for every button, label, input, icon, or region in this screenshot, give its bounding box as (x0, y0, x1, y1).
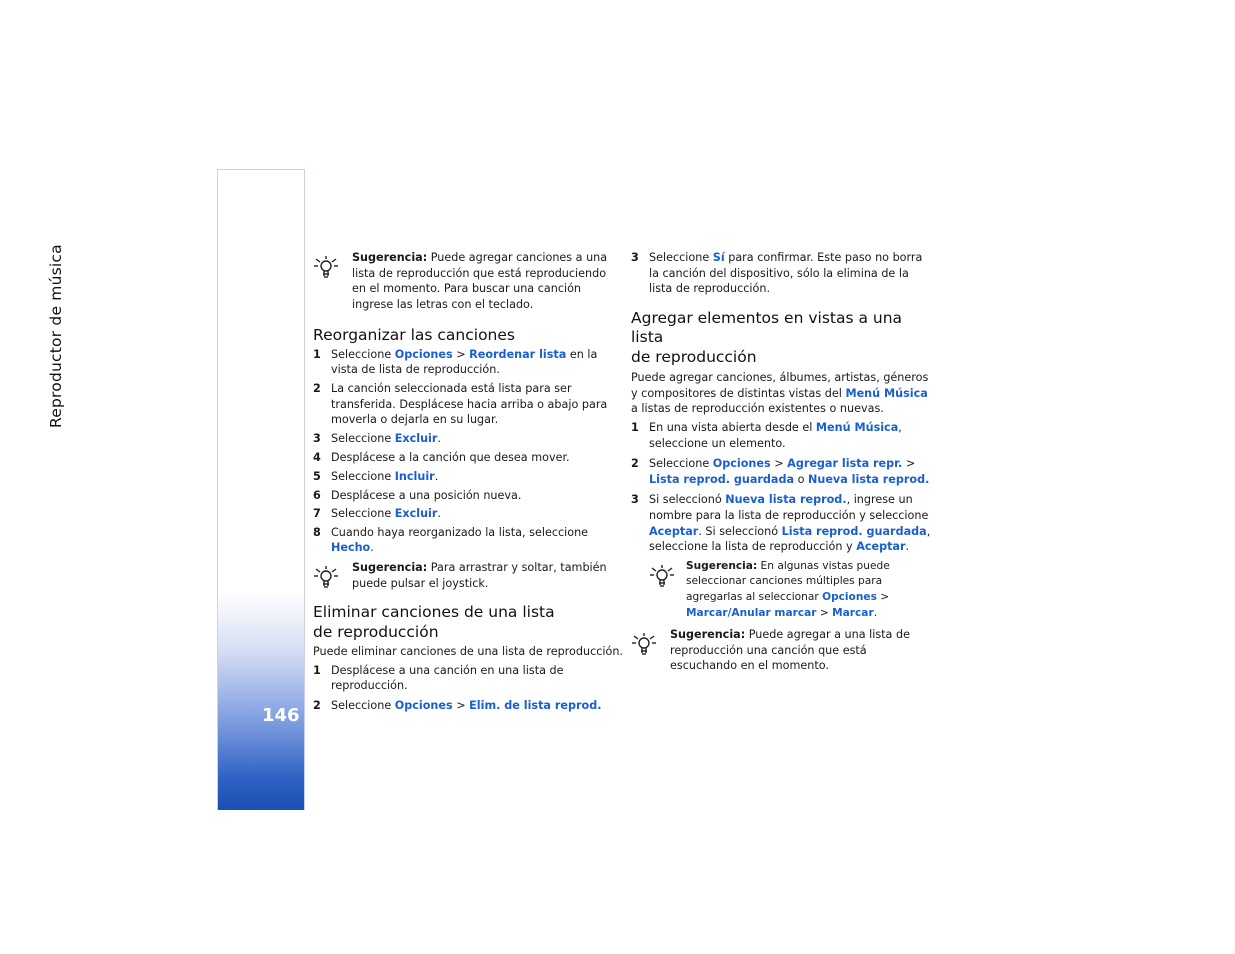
step-item (631, 250, 931, 297)
step-number: 1 (313, 347, 321, 361)
tip-text: En algunas vistas puede seleccionar canciones múltiples para agregarlas al seleccionar (686, 559, 890, 603)
menu-link-menu-musica[interactable]: Menú Música (845, 386, 928, 400)
heading-line: de reproducción (313, 622, 439, 641)
lightbulb-icon (649, 564, 675, 588)
intro-text: a listas de reproducción existentes o nuevas. (631, 402, 884, 416)
page-number: 146 (262, 705, 300, 726)
step-item (313, 381, 623, 428)
menu-link-aceptar[interactable]: Aceptar (649, 524, 699, 538)
menu-link-si[interactable]: Sí (712, 251, 725, 264)
heading-line: de reproducción (631, 347, 757, 366)
step-text: . (370, 541, 374, 555)
menu-link-reordenar[interactable]: Reordenar lista (469, 347, 567, 361)
step-text: Si seleccionó (649, 493, 726, 507)
tip-block (649, 559, 931, 621)
menu-link-aceptar[interactable]: Aceptar (856, 540, 906, 554)
step-number: 6 (313, 488, 321, 502)
separator: > (816, 606, 833, 619)
step-number: 3 (631, 251, 639, 264)
step-text: Desplácese a la canción que desea mover. (331, 451, 570, 465)
step-text: . (437, 431, 441, 445)
step-item (631, 492, 931, 554)
step-number: 3 (313, 431, 321, 445)
tip-label: Sugerencia: (686, 559, 758, 572)
tip-block (313, 250, 623, 312)
step-text: Seleccione (331, 698, 395, 712)
lightbulb-icon (313, 565, 339, 589)
step-item (313, 450, 623, 466)
section-heading (631, 309, 931, 368)
step-text: . Si seleccionó (698, 524, 782, 538)
step-item (631, 420, 931, 451)
step-number: 3 (631, 493, 639, 507)
menu-link-lista-guardada[interactable]: Lista reprod. guardada (781, 524, 927, 538)
menu-link-agregar-lista[interactable]: Agregar lista repr. (787, 457, 903, 471)
step-number: 2 (313, 698, 321, 712)
menu-link-menu-musica[interactable]: Menú Música (815, 421, 899, 435)
step-text: En una vista abierta desde el (649, 421, 816, 435)
tip-text: . (873, 606, 878, 619)
lightbulb-icon (313, 255, 339, 279)
tip-block (313, 560, 623, 591)
menu-link-excluir[interactable]: Excluir (394, 507, 438, 521)
step-number: 8 (313, 525, 321, 539)
step-number: 4 (313, 451, 321, 465)
step-item (313, 698, 623, 714)
step-item (313, 506, 623, 522)
menu-link-marcar[interactable]: Marcar (832, 606, 874, 619)
chapter-title: Reproductor de música (47, 244, 65, 428)
step-number: 2 (313, 382, 321, 396)
step-text: , seleccione la lista de reproducción y (649, 524, 931, 554)
step-text: La canción seleccionada está lista para ser transferida. Desplácese hacia arriba o abajo para moverla o dejarla en su lugar. (331, 382, 608, 427)
section-intro: Puede eliminar canciones de una lista de reproducción. (313, 645, 623, 659)
column-right (631, 250, 931, 674)
section-heading (313, 603, 623, 642)
step-number: 1 (313, 663, 321, 677)
step-text: Seleccione (331, 507, 395, 521)
separator: > (452, 347, 470, 361)
step-text: , seleccione un elemento. (649, 421, 902, 450)
step-text: , ingrese un nombre para la lista de reproducción y seleccione (649, 493, 929, 523)
step-number: 7 (313, 507, 321, 521)
menu-link-marcar-anular[interactable]: Marcar/Anular marcar (686, 606, 817, 619)
separator: > (902, 457, 916, 471)
step-item (313, 431, 623, 447)
step-item (313, 347, 623, 378)
step-item (313, 488, 623, 504)
step-item (631, 456, 931, 487)
separator: > (876, 591, 890, 603)
step-text: . (434, 470, 439, 484)
step-number: 1 (631, 421, 639, 435)
menu-link-opciones[interactable]: Opciones (712, 457, 771, 471)
step-text: Cuando haya reorganizado la lista, seleccione (331, 525, 589, 539)
menu-link-hecho[interactable]: Hecho (331, 541, 371, 555)
lightbulb-icon (631, 632, 657, 656)
menu-link-opciones[interactable]: Opciones (394, 347, 453, 361)
separator: > (452, 698, 470, 712)
tip-text: Puede agregar canciones a una lista de reproducción que está reproduciendo en el momento. Para buscar una canción ingrese las letras con el teclado. (352, 251, 608, 311)
menu-link-nueva-lista[interactable]: Nueva lista reprod. (808, 472, 930, 486)
step-text: Desplácese a una posición nueva. (331, 488, 522, 502)
step-text: en la vista de lista de reproducción. (331, 347, 598, 377)
tip-block (631, 627, 931, 674)
step-text: Seleccione (331, 470, 395, 484)
step-number: 2 (631, 457, 639, 471)
menu-link-incluir[interactable]: Incluir (394, 470, 435, 484)
tip-label: Sugerencia: (352, 561, 428, 574)
tip-label: Sugerencia: (670, 628, 746, 642)
step-item (313, 469, 623, 485)
menu-link-opciones[interactable]: Opciones (822, 591, 877, 603)
step-text: . (437, 507, 441, 521)
step-text: Seleccione (331, 431, 395, 445)
menu-link-lista-guardada[interactable]: Lista reprod. guardada (649, 472, 795, 486)
heading-line: Agregar elementos en vistas a una lista (631, 308, 903, 347)
step-number: 5 (313, 470, 321, 484)
section-intro (631, 370, 931, 417)
step-text: Seleccione (649, 457, 713, 471)
separator: > (770, 457, 788, 471)
heading-line: Eliminar canciones de una lista (313, 603, 555, 622)
step-text: o (794, 472, 809, 486)
menu-link-elim-lista[interactable]: Elim. de lista reprod. (469, 698, 602, 712)
step-text: para confirmar. Este paso no borra la canción del dispositivo, sólo la elimina de la lista de reproducción. (649, 251, 923, 296)
step-text: . (905, 540, 910, 554)
menu-link-excluir[interactable]: Excluir (394, 431, 438, 445)
step-item (313, 663, 623, 694)
tip-label: Sugerencia: (352, 251, 428, 264)
tip-text: Para arrastrar y soltar, también puede pulsar el joystick. (352, 561, 607, 590)
step-text: Desplácese a una canción en una lista de reproducción. (331, 663, 564, 693)
menu-link-opciones[interactable]: Opciones (394, 698, 453, 712)
column-left (313, 250, 623, 714)
menu-link-nueva-lista[interactable]: Nueva lista reprod. (725, 493, 847, 507)
step-item (313, 525, 623, 556)
tip-text: Puede agregar a una lista de reproducción una canción que está escuchando en el momento. (670, 628, 910, 673)
step-text: Seleccione (331, 347, 395, 361)
intro-text: Puede agregar canciones, álbumes, artistas, géneros y compositores de distintas vistas del (631, 371, 929, 400)
section-heading: Reorganizar las canciones (313, 326, 515, 345)
step-text: Seleccione (649, 251, 713, 264)
